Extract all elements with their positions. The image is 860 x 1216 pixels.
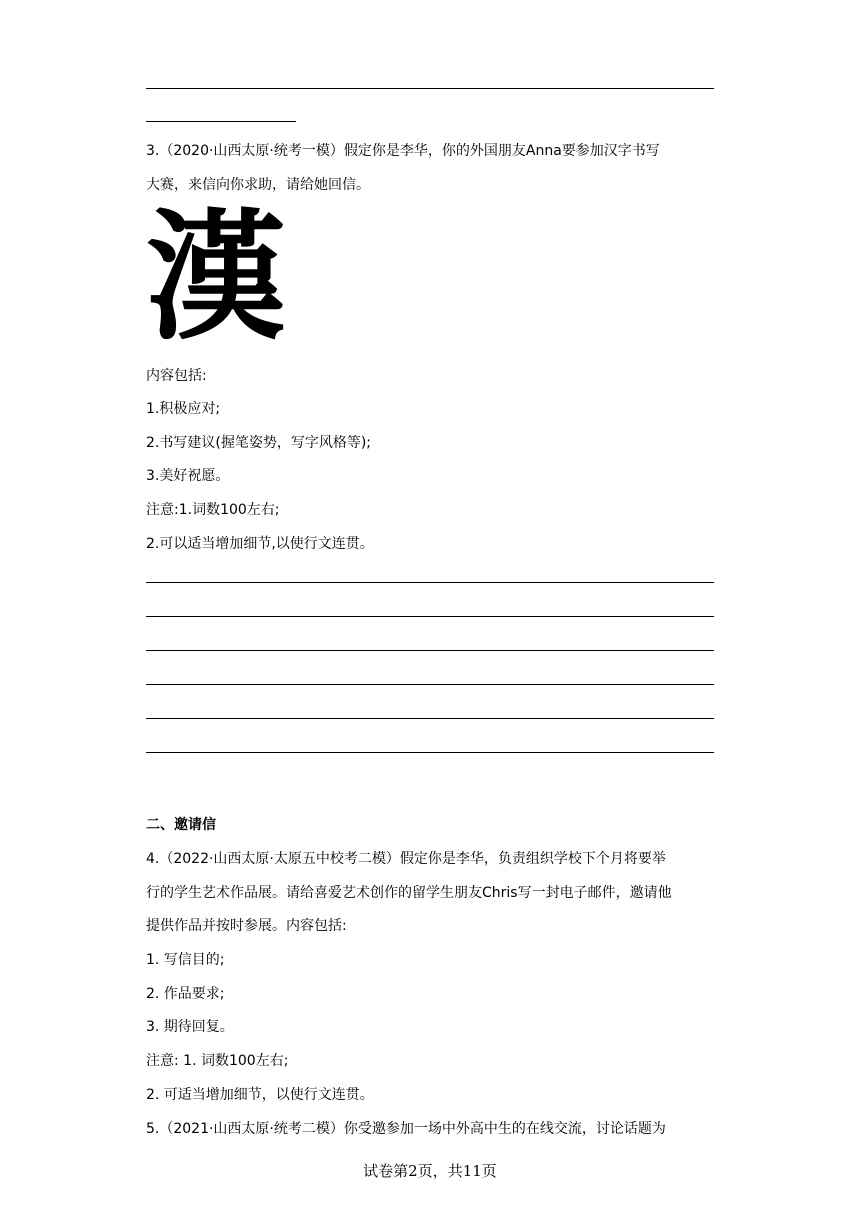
answer-line xyxy=(146,650,714,651)
answer-line xyxy=(146,752,714,753)
section-title: 二、邀请信 xyxy=(146,817,216,833)
q3-point-3: 3.美好祝愿。 xyxy=(146,468,230,484)
q4-note-1: 注意: 1. 词数100左右; xyxy=(146,1053,289,1069)
q3-content-heading: 内容包括: xyxy=(146,368,207,384)
answer-line xyxy=(146,718,714,719)
calligraphy-han-image: 漢 xyxy=(146,196,287,360)
answer-line-short xyxy=(146,121,296,122)
q3-stem-line-1: 3.（2020·山西太原·统考一模）假定你是李华，你的外国朋友Anna要参加汉字书写 xyxy=(146,143,660,159)
q4-stem-line-3: 提供作品并按时参展。内容包括: xyxy=(146,918,347,934)
answer-line xyxy=(146,582,714,583)
q3-point-2: 2.书写建议(握笔姿势，写字风格等); xyxy=(146,435,371,451)
q4-stem-line-1: 4.（2022·山西太原·太原五中校考二模）假定你是李华，负责组织学校下个月将要举 xyxy=(146,851,666,867)
q3-note-2: 2.可以适当增加细节,以使行文连贯。 xyxy=(146,536,374,552)
answer-line xyxy=(146,616,714,617)
q4-stem-line-2: 行的学生艺术作品展。请给喜爱艺术创作的留学生朋友Chris写一封电子邮件，邀请他 xyxy=(146,885,672,901)
q3-stem-line-2: 大赛，来信向你求助，请给她回信。 xyxy=(146,177,370,193)
q3-point-1: 1.积极应对; xyxy=(146,401,221,417)
answer-line xyxy=(146,684,714,685)
answer-line xyxy=(146,88,714,89)
q3-note-1: 注意:1.词数100左右; xyxy=(146,502,280,518)
q4-point-2: 2. 作品要求; xyxy=(146,986,225,1002)
q4-point-1: 1. 写信目的; xyxy=(146,952,225,968)
q4-note-2: 2. 可适当增加细节，以使行文连贯。 xyxy=(146,1087,374,1103)
q4-point-3: 3. 期待回复。 xyxy=(146,1019,234,1035)
page-footer: 试卷第2页，共11页 xyxy=(363,1162,497,1180)
q5-stem-line-1: 5.（2021·山西太原·统考二模）你受邀参加一场中外高中生的在线交流，讨论话题为 xyxy=(146,1121,666,1137)
